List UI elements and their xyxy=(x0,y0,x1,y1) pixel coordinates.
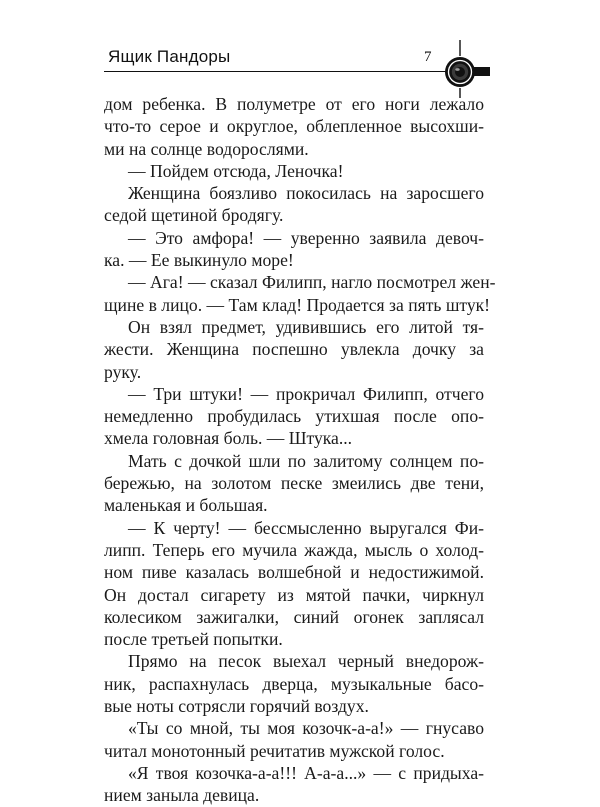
text-line: щине в лицо. — Там клад! Продается за пять штук! xyxy=(104,294,491,315)
text-line: «Ты со мной, ты моя козочк-а-а!» — гнусаво xyxy=(128,718,484,739)
text-line: — Пойдем отсюда, Леночка! xyxy=(128,160,344,181)
text-line: руку. xyxy=(104,361,142,382)
page-ornament-icon xyxy=(430,40,490,100)
text-line: колесиком зажигалки, синий огонек заплясал xyxy=(104,606,484,627)
text-line: Он достал сигарету из мятой пачки, чиркнул xyxy=(104,584,484,605)
text-line: вые ноты сотрясли горячий воздух. xyxy=(104,696,369,717)
paragraph xyxy=(104,182,484,227)
text-line: «Я твоя козочка-а-а!!! А-а-а...» — с придыха- xyxy=(128,762,484,783)
text-line: ник, распахнулась дверца, музыкальные басо- xyxy=(104,673,484,694)
text-line: Он взял предмет, удивившись его литой тя- xyxy=(128,316,484,337)
paragraph xyxy=(104,93,484,160)
paragraph xyxy=(104,383,484,450)
text-line: нием заныла девица. xyxy=(104,785,260,806)
text-line: — Три штуки! — прокричал Филипп, отчего xyxy=(128,383,484,404)
text-line: хмела головная боль. — Штука... xyxy=(104,428,353,449)
text-line: жести. Женщина поспешно увлекла дочку за xyxy=(104,339,484,360)
text-line: Мать с дочкой шли по залитому солнцем по- xyxy=(128,450,484,471)
paragraph xyxy=(104,316,484,383)
paragraph xyxy=(104,717,484,762)
paragraph xyxy=(104,227,484,272)
body-text xyxy=(104,93,496,807)
paragraph xyxy=(104,517,484,651)
text-line: дом ребенка. В полуметре от его ноги лежало xyxy=(104,94,484,114)
text-line: после третьей попытки. xyxy=(104,629,283,650)
text-line: липп. Теперь его мучила жажда, мысль о холод- xyxy=(104,539,484,560)
text-line: что-то серое и округлое, облепленное высохши- xyxy=(104,116,484,137)
paragraph xyxy=(104,650,484,717)
running-header-title: Ящик Пандоры xyxy=(108,47,231,66)
page-number: 7 xyxy=(424,49,432,65)
text-line: ном пиве казалась волшебной и недостижимой. xyxy=(104,562,484,583)
text-line: ка. — Ее выкинуло море! xyxy=(104,250,294,271)
text-line: Прямо на песок выехал черный внедорож- xyxy=(128,651,484,672)
text-line: Женщина боязливо покосилась на заросшего xyxy=(128,183,484,204)
header-rule xyxy=(104,71,456,72)
text-line: — Ага! — сказал Филипп, нагло посмотрел жен- xyxy=(128,272,496,293)
text-line: ми на солнце водорослями. xyxy=(104,138,309,159)
paragraph xyxy=(104,271,496,316)
text-line: — К черту! — бессмысленно выругался Фи- xyxy=(128,517,484,538)
text-line: маленькая и большая. xyxy=(104,495,268,516)
text-line: седой щетиной бродягу. xyxy=(104,205,284,226)
text-line: читал монотонный речитатив мужской голос. xyxy=(104,740,445,761)
text-line: — Это амфора! — уверенно заявила девоч- xyxy=(128,227,484,248)
text-line: бережью, на золотом песке змеились две тени, xyxy=(104,473,484,494)
paragraph xyxy=(104,160,484,182)
text-line: немедленно пробудилась утихшая после опо- xyxy=(104,406,484,427)
paragraph xyxy=(104,762,484,807)
paragraph xyxy=(104,450,484,517)
